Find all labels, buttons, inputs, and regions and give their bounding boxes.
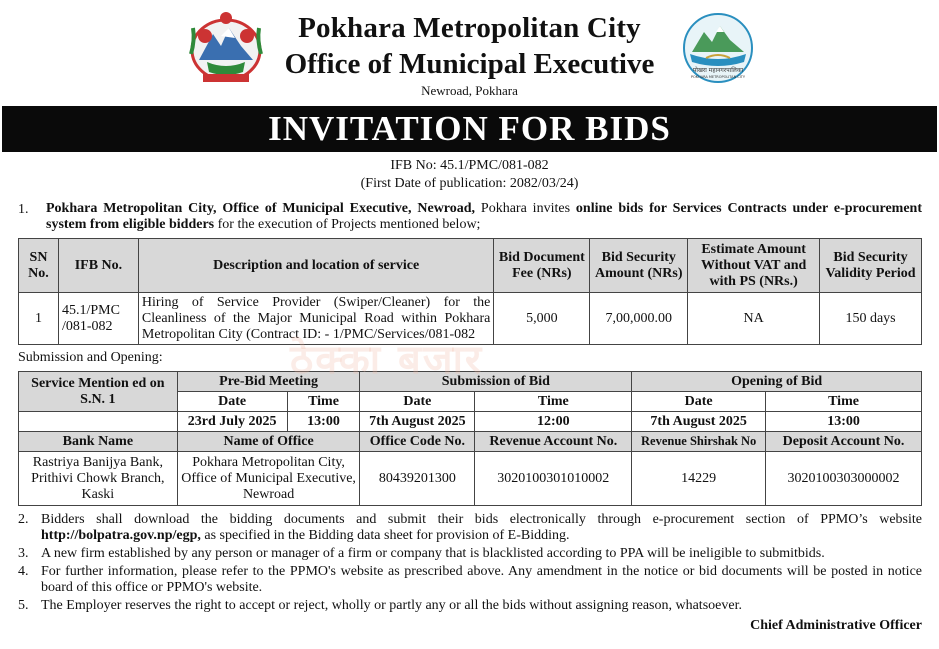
col-ifb: IFB No. [58, 239, 138, 293]
publication-date: (First Date of publication: 2082/03/24) [360, 176, 579, 191]
cell-validity: 150 days [820, 293, 922, 345]
col-fee: Bid Document Fee (NRs) [494, 239, 590, 293]
office-code: 80439201300 [360, 452, 475, 506]
org-title: Pokhara Metropolitan City [298, 12, 641, 44]
prebid-header: Pre-Bid Meeting [177, 372, 360, 392]
para1-text2: for the execution of Projects mentioned below; [214, 217, 481, 232]
para1-number: 1. [18, 202, 29, 217]
col-sn: SN No. [19, 239, 59, 293]
revenue-account-header: Revenue Account No. [475, 432, 632, 452]
para1 [46, 201, 922, 233]
opening-time-label: Time [766, 392, 922, 412]
col-estimate: Estimate Amount Without VAT and with PS (NRs.) [688, 239, 820, 293]
prebid-time: 13:00 [287, 412, 360, 432]
revenue-shirshak: 14229 [632, 452, 766, 506]
note5-number: 5. [18, 598, 29, 613]
cell-description: Hiring of Service Provider (Swiper/Cleaner) for the Cleanliness of the Major Municipal Road within Pokhara Metropolitan City (Contract ID: - 1/PMC/Services/081-082 [138, 293, 493, 345]
cell-ifb: 45.1/PMC /081-082 [58, 293, 138, 345]
submission-header: Submission of Bid [360, 372, 632, 392]
office-address: Newroad, Pokhara [421, 83, 518, 98]
header [0, 0, 939, 104]
cell-security: 7,00,000.00 [590, 293, 688, 345]
col-description: Description and location of service [138, 239, 493, 293]
opening-date: 7th August 2025 [632, 412, 766, 432]
ifb-number: IFB No: 45.1/PMC/081-082 [390, 158, 549, 173]
office-code-header: Office Code No. [360, 432, 475, 452]
submission-label: Submission and Opening: [18, 350, 163, 365]
cell-estimate: NA [688, 293, 820, 345]
deposit-account: 3020100303000002 [766, 452, 922, 506]
note3: A new firm established by any person or manager of a firm or company that is blacklisted according to PPA will be ineligible to submitbids. [41, 546, 825, 561]
opening-header: Opening of Bid [632, 372, 922, 392]
schedule-table [18, 371, 922, 506]
pokhara-logo-icon [682, 12, 754, 84]
bank-name-header: Bank Name [19, 432, 178, 452]
logo-subtext: POKHARA METROPOLITAN CITY [690, 75, 746, 79]
project-table-header [19, 239, 922, 293]
signature: Chief Administrative Officer [750, 618, 922, 633]
note3-number: 3. [18, 546, 29, 561]
submission-date-label: Date [360, 392, 475, 412]
prebid-time-label: Time [287, 392, 360, 412]
project-table [18, 238, 922, 345]
invitation-banner: INVITATION FOR BIDS [2, 106, 937, 152]
logo-text: पोखरा महानगरपालिका [692, 67, 744, 74]
watermark: ठेक्का बजार [290, 337, 484, 383]
cell-sn: 1 [19, 293, 59, 345]
para1-bold2: online bids for Services Contracts under e-procurement system from eligible bidders [46, 201, 922, 232]
note4: For further information, please refer to the PPMO's website as prescribed above. Any amendment in the notice or bid documents will be posted in notice board of this office or PPMO's website. [41, 564, 922, 595]
note4-number: 4. [18, 564, 29, 579]
note2 [41, 512, 922, 544]
office-name: Pokhara Metropolitan City, Office of Municipal Executive, Newroad [177, 452, 360, 506]
prebid-date-label: Date [177, 392, 287, 412]
bolpatra-link[interactable]: http://bolpatra.gov.np/egp, [41, 528, 201, 543]
note5: The Employer reserves the right to accept or reject, wholly or partly any or all the bids without assigning reason, whatsoever. [41, 598, 742, 613]
col-validity: Bid Security Validity Period [820, 239, 922, 293]
empty-cell [19, 412, 178, 432]
bank-name: Rastriya Banijya Bank, Prithivi Chowk Branch, Kaski [19, 452, 178, 506]
para1-text1: Pokhara invites [475, 201, 576, 216]
submission-date: 7th August 2025 [360, 412, 475, 432]
office-title: Office of Municipal Executive [284, 48, 655, 80]
office-name-header: Name of Office [177, 432, 360, 452]
note2-tail: as specified in the Bidding data sheet for provision of E-Bidding. [200, 528, 570, 543]
opening-date-label: Date [632, 392, 766, 412]
deposit-account-header: Deposit Account No. [766, 432, 922, 452]
col-security: Bid Security Amount (NRs) [590, 239, 688, 293]
revenue-shirshak-header: Revenue Shirshak No [632, 432, 766, 452]
revenue-account: 3020100301010002 [475, 452, 632, 506]
table-row [19, 452, 922, 506]
service-mention: Service Mention ed on S.N. 1 [19, 372, 178, 412]
note2-text: Bidders shall download the bidding documents and submit their bids electronically through e-procurement section of PPMO’s website [41, 512, 922, 527]
para1-bold1: Pokhara Metropolitan City, Office of Municipal Executive, Newroad, [46, 201, 476, 216]
prebid-date: 23rd July 2025 [177, 412, 287, 432]
cell-fee: 5,000 [494, 293, 590, 345]
opening-time: 13:00 [766, 412, 922, 432]
ifb-block [0, 157, 939, 193]
note2-number: 2. [18, 512, 29, 527]
submission-time: 12:00 [475, 412, 632, 432]
submission-time-label: Time [475, 392, 632, 412]
